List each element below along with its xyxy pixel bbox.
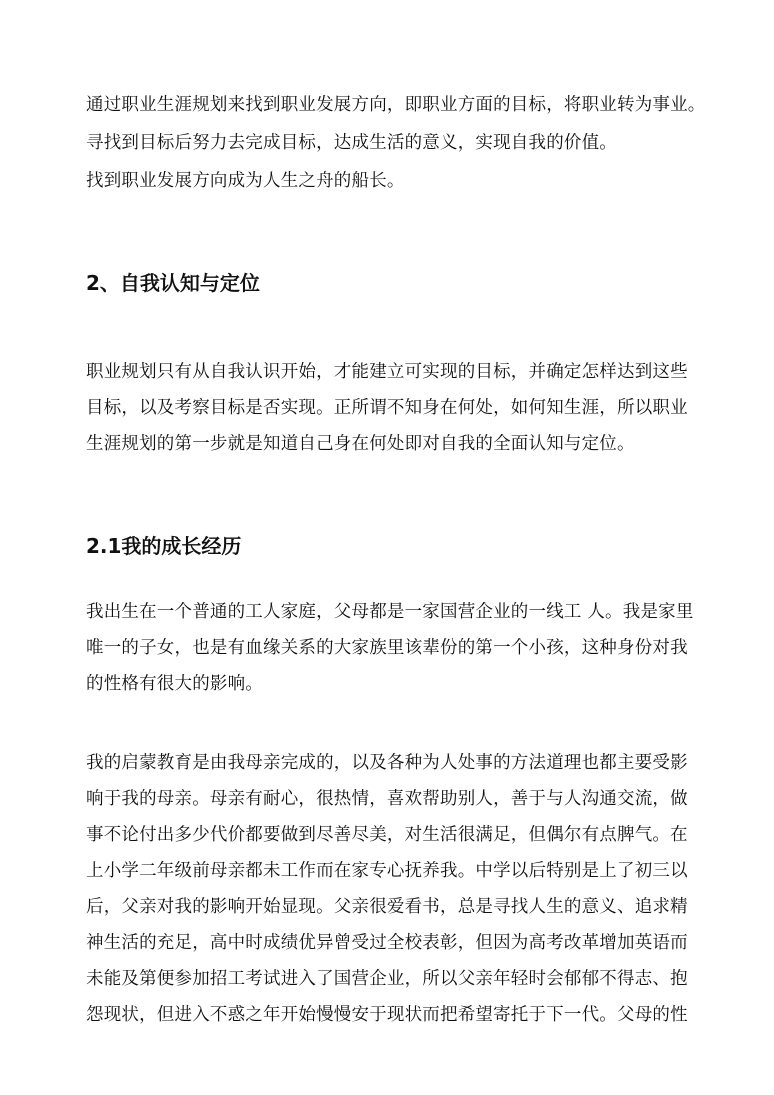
section-2-1-para-1-line-2: 唯一的子女，也是有血缘关系的大家族里该辈份的第一个小孩，这种身份对我: [86, 638, 688, 658]
section-2-1-para-2-line-3: 事不论付出多少代价都要做到尽善尽美，对生活很满足，但偶尔有点脾气。在: [86, 825, 688, 845]
section-2-1-para-1-line-3: 的性格有很大的影响。: [86, 674, 263, 694]
intro-line-3: 找到职业发展方向成为人生之舟的船长。: [86, 171, 405, 191]
section-2-1-para-1-line-1: 我出生在一个普通的工人家庭，父母都是一家国营企业的一线工 人。我是家里: [86, 602, 694, 622]
section-2-1-para-2-line-2: 响于我的母亲。母亲有耐心，很热情，喜欢帮助别人，善于与人沟通交流，做: [86, 789, 688, 809]
section-2-line-3: 生涯规划的第一步就是知道自己身在何处即对自我的全面认知与定位。: [86, 434, 635, 454]
intro-line-1: 通过职业生涯规划来找到职业发展方向，即职业方面的目标，将职业转为事业。: [86, 95, 706, 115]
section-2-1-para-2-line-5: 后，父亲对我的影响开始显现。父亲很爱看书，总是寻找人生的意义、追求精: [86, 897, 688, 917]
section-2-1-para-2-line-1: 我的启蒙教育是由我母亲完成的，以及各种为人处事的方法道理也都主要受影: [86, 753, 688, 773]
section-2-1-para-2-line-8: 怨现状，但进入不惑之年开始慢慢安于现状而把希望寄托于下一代。父母的性: [86, 1005, 688, 1025]
section-2-1-para-2-line-6: 神生活的充足，高中时成绩优异曾受过全校表彰，但因为高考改革增加英语而: [86, 933, 688, 953]
section-2-heading: 2、自我认知与定位: [86, 271, 260, 295]
section-2-1-para-2-line-4: 上小学二年级前母亲都未工作而在家专心抚养我。中学以后特别是上了初三以: [86, 861, 688, 881]
section-2-line-1: 职业规划只有从自我认识开始，才能建立可实现的目标，并确定怎样达到这些: [86, 362, 688, 382]
section-2-line-2: 目标，以及考察目标是否实现。正所谓不知身在何处，如何知生涯，所以职业: [86, 398, 688, 418]
intro-line-2: 寻找到目标后努力去完成目标，达成生活的意义，实现自我的价值。: [86, 133, 617, 153]
section-2-1-para-2-line-7: 未能及第便参加招工考试进入了国营企业，所以父亲年轻时会郁郁不得志、抱: [86, 969, 688, 989]
section-2-1-heading: 2.1我的成长经历: [86, 534, 242, 558]
